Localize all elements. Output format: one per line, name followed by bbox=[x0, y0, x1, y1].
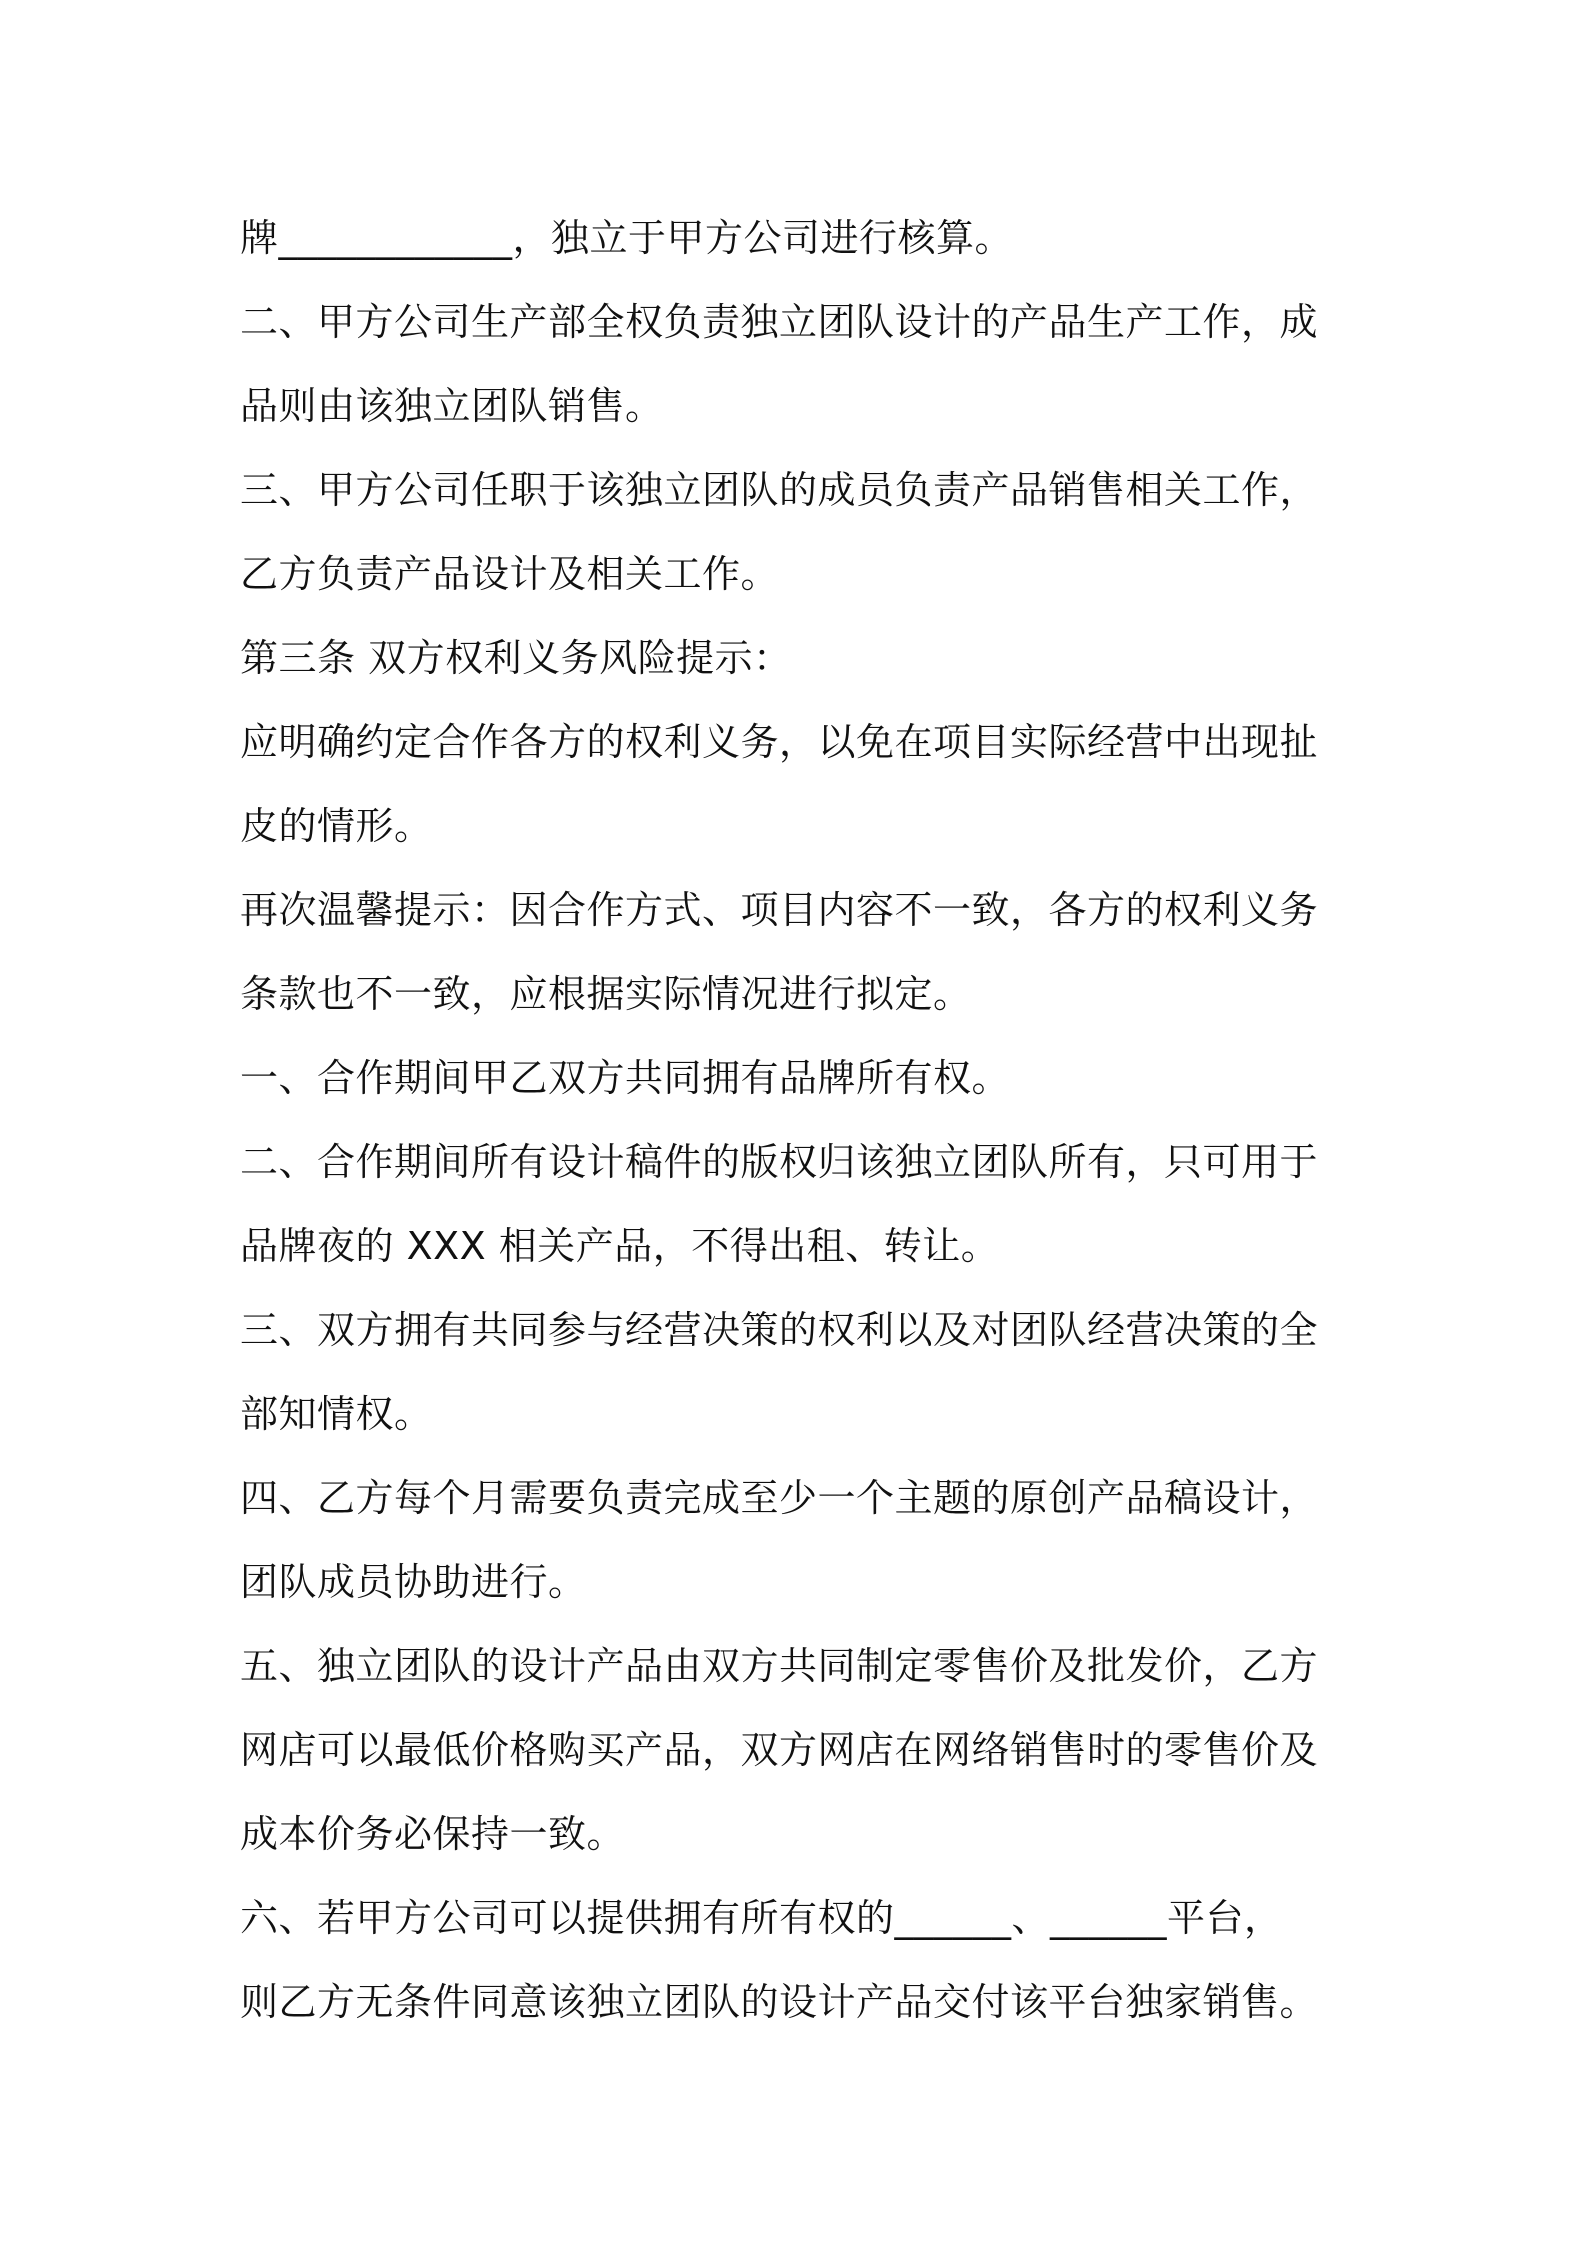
text-line: 三、甲方公司任职于该独立团队的成员负责产品销售相关工作， bbox=[240, 468, 1319, 512]
text-line: 则乙方无条件同意该独立团队的设计产品交付该平台独家销售。 bbox=[240, 1980, 1319, 2024]
text-line: 五、独立团队的设计产品由双方共同制定零售价及批发价，乙方 bbox=[240, 1644, 1319, 1688]
text-line: 二、甲方公司生产部全权负责独立团队设计的产品生产工作，成 bbox=[240, 300, 1319, 344]
document-body bbox=[240, 196, 1370, 2044]
text-line: 品牌夜的 XXX 相关产品，不得出租、转让。 bbox=[240, 1224, 1000, 1268]
text-line: 网店可以最低价格购买产品，双方网店在网络销售时的零售价及 bbox=[240, 1728, 1319, 1772]
text-line: 四、乙方每个月需要负责完成至少一个主题的原创产品稿设计， bbox=[240, 1476, 1319, 1520]
section-heading: 第三条 双方权利义务风险提示： bbox=[240, 636, 792, 680]
text-line: 再次温馨提示：因合作方式、项目内容不一致，各方的权利义务 bbox=[240, 888, 1319, 932]
text-line: 一、合作期间甲乙双方共同拥有品牌所有权。 bbox=[240, 1056, 1011, 1100]
text-line: 团队成员协助进行。 bbox=[240, 1560, 587, 1604]
text-line: 品则由该独立团队销售。 bbox=[240, 384, 664, 428]
text-line: 条款也不一致，应根据实际情况进行拟定。 bbox=[240, 972, 972, 1016]
text-line: 成本价务必保持一致。 bbox=[240, 1812, 626, 1856]
text-line: 二、合作期间所有设计稿件的版权归该独立团队所有，只可用于 bbox=[240, 1140, 1319, 1184]
text-line: 部知情权。 bbox=[240, 1392, 433, 1436]
text-line: 乙方负责产品设计及相关工作。 bbox=[240, 552, 780, 596]
text-line: 皮的情形。 bbox=[240, 804, 433, 848]
text-line: 三、双方拥有共同参与经营决策的权利以及对团队经营决策的全 bbox=[240, 1308, 1319, 1352]
text-line: 应明确约定合作各方的权利义务，以免在项目实际经营中出现扯 bbox=[240, 720, 1319, 764]
text-line: 六、若甲方公司可以提供拥有所有权的______、______平台， bbox=[240, 1896, 1283, 1940]
text-line: 牌____________，独立于甲方公司进行核算。 bbox=[240, 216, 1014, 260]
